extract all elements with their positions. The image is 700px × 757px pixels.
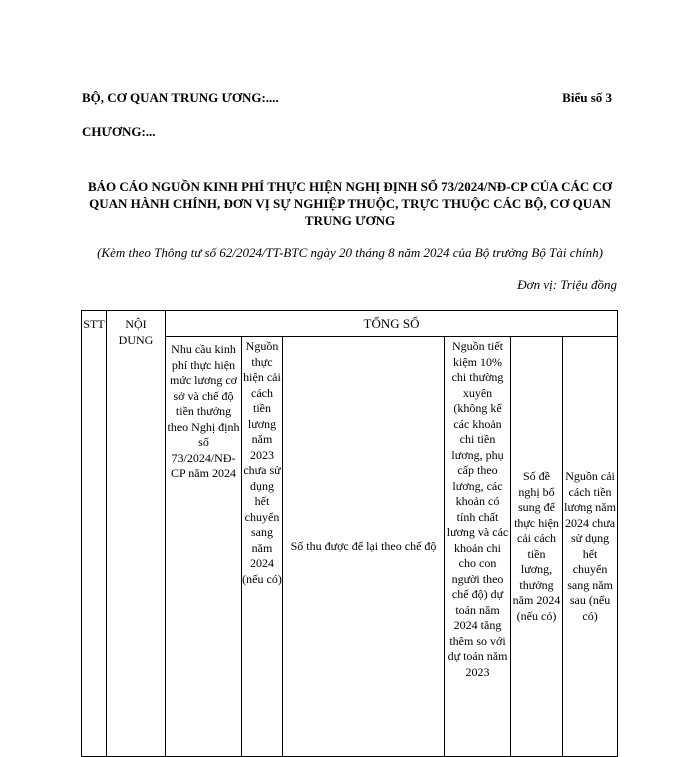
header-stt-label: STT <box>83 317 105 331</box>
header-carryover-2023-label: Nguồn thực hiện cải cách tiền lương năm 2023 chưa sử dụng hết chuyển sang năm 2024 (nếu có) <box>242 339 282 586</box>
header-retained-revenue-label: Số thu được để lại theo chế độ <box>290 538 437 553</box>
header-content <box>107 311 166 757</box>
report-subtitle: (Kèm theo Thông tư số 62/2024/TT-BTC ngày 20 tháng 8 năm 2024 của Bộ trưởng Bộ Tài chính) <box>97 245 603 260</box>
currency-unit: Đơn vị: Triệu đồng <box>517 277 617 292</box>
header-supplement-label: Số đề nghị bổ sung để thực hiện cải cách tiền lương, thưởng năm 2024 (nếu có) <box>512 469 561 623</box>
agency-label: BỘ, CƠ QUAN TRUNG ƯƠNG:.... <box>82 90 279 105</box>
report-title: BÁO CÁO NGUỒN KINH PHÍ THỰC HIỆN NGHỊ ĐỊNH SỐ 73/2024/NĐ-CP CỦA CÁC CƠ QUAN HÀNH CHÍNH, ĐƠN VỊ SỰ NGHIỆP THUỘC, TRỰC THUỘC CÁC BỘ, CƠ QUAN TRUNG ƯƠNG <box>87 179 612 228</box>
funding-table <box>81 310 618 757</box>
header-total-label: TỔNG SỐ <box>363 315 420 331</box>
header-total <box>166 311 618 337</box>
header-supplement <box>511 337 563 757</box>
header-carryover-2023 <box>242 337 283 757</box>
header-content-label: NỘI DUNG <box>118 317 154 347</box>
header-carryover-2024 <box>563 337 618 757</box>
form-number: Biểu số 3 <box>562 90 612 105</box>
chapter-label: CHƯƠNG:... <box>82 124 156 139</box>
header-demand <box>166 337 242 757</box>
header-savings-label: Nguồn tiết kiệm 10% chi thường xuyên (không kể các khoản chi tiền lương, phụ cấp theo lương, các khoản có tính chất lương và các khoản chi cho con người theo chế độ) dự toán năm 2024 tăng thêm so với dự toán năm 2023 <box>446 339 509 679</box>
header-demand-label: Nhu cầu kinh phí thực hiện mức lương cơ sở và chế độ tiền thưởng theo Nghị định số 73/2024/NĐ-CP năm 2024 <box>167 342 240 480</box>
header-savings <box>445 337 511 757</box>
header-retained-revenue <box>283 337 445 757</box>
header-stt <box>82 311 107 757</box>
header-carryover-2024-label: Nguồn cải cách tiền lương năm 2024 chưa sử dụng hết chuyển sang năm sau (nếu có) <box>564 469 616 623</box>
